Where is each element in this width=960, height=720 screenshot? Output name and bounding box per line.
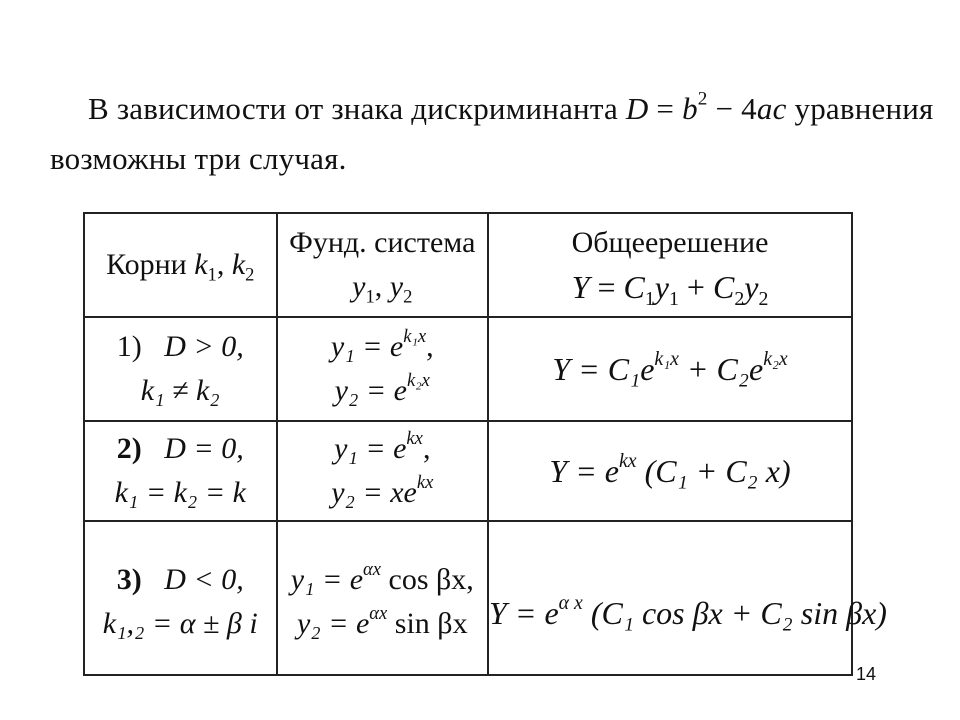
fund-y2 <box>278 369 488 413</box>
var-k: k <box>194 248 208 281</box>
y2-text: y₂ = xe <box>331 476 417 509</box>
case-number: 1) <box>116 330 142 363</box>
y1-text: y₁ = e <box>330 330 404 363</box>
header-roots-label: Корни <box>106 248 195 281</box>
y2-text: y₂ = e <box>334 374 407 407</box>
table-header-row <box>84 213 852 317</box>
sub: 2 <box>734 287 745 310</box>
fund-y1 <box>278 558 488 602</box>
y1-exp: k₁x <box>403 326 427 348</box>
case-number: 2) <box>116 432 142 465</box>
case-line <box>85 558 276 602</box>
header-fund-vars <box>278 265 488 309</box>
y1-text: y₁ = e <box>334 432 407 465</box>
general-formula <box>489 347 851 391</box>
y1-tail: cos βx, <box>381 563 474 596</box>
sol-part-a: Y = e <box>489 595 559 631</box>
general-formula <box>489 591 887 635</box>
case-general <box>488 421 852 521</box>
case-line <box>85 325 276 369</box>
case-condition <box>84 521 277 675</box>
header-general-label: Общеерешение <box>571 226 769 259</box>
sub: 2 <box>403 286 413 308</box>
fund-y1 <box>278 427 488 471</box>
y1-exp: kx <box>406 428 423 450</box>
var-D: D <box>625 91 649 126</box>
header-roots <box>84 213 277 317</box>
sol-part-a: Y = C₁e <box>552 351 655 387</box>
sub: 1 <box>644 287 655 310</box>
y2-text: y₂ = e <box>296 607 370 640</box>
sub: 1 <box>207 264 217 286</box>
sol-part-b: (C₁ + C₂ x) <box>636 453 791 489</box>
y1-exp: αx <box>363 559 382 581</box>
equals-sign: = <box>589 269 624 305</box>
sol-exp-a: α x <box>558 592 583 615</box>
fund-y2 <box>278 602 488 646</box>
case-roots: k₁ ≠ k₂ <box>140 374 220 407</box>
var-Y: Y <box>571 269 590 305</box>
general-formula <box>489 449 851 493</box>
intro-tail: уравнения <box>786 91 934 126</box>
sub: 2 <box>758 287 769 310</box>
var-C: C <box>623 269 645 305</box>
header-general-formula <box>489 265 851 309</box>
sol-part-b: (C₁ cos βx + C₂ sin βx) <box>582 595 887 631</box>
cell-wrap <box>278 550 488 646</box>
case-general <box>488 317 852 421</box>
intro-line-2: возможны три случая. <box>50 141 347 176</box>
var-y: y <box>654 269 669 305</box>
var-k: k <box>231 248 246 281</box>
case-condition <box>84 421 277 521</box>
case-fundamental <box>277 317 489 421</box>
sub: 1 <box>669 287 679 310</box>
intro-line-1 <box>50 84 934 134</box>
var-b: b <box>682 91 698 126</box>
case-cond: D = 0, <box>164 432 244 465</box>
y2-exp: kx <box>416 472 434 494</box>
comma: , <box>216 248 232 281</box>
var-y: y <box>389 270 404 303</box>
case-fundamental <box>277 421 489 521</box>
intro-text: В зависимости от знака дискриминанта <box>88 91 618 126</box>
sol-part-b: + C₂e <box>678 351 764 387</box>
cell-wrap <box>489 561 887 635</box>
page-number: 14 <box>855 664 876 684</box>
table-row <box>84 521 852 675</box>
y2-exp: k₂x <box>406 370 430 392</box>
y1-tail: , <box>426 330 434 363</box>
sol-exp-a: kx <box>618 450 637 473</box>
case-cond: D < 0, <box>164 563 244 596</box>
sol-exp-a: k₁x <box>654 348 679 371</box>
var-y: y <box>744 269 759 305</box>
cell-wrap <box>85 550 276 646</box>
y2-tail: sin βx <box>387 607 468 640</box>
comma: , <box>374 270 390 303</box>
intro-paragraph <box>50 84 934 184</box>
var-C: C <box>712 269 735 305</box>
header-fundamental <box>277 213 489 317</box>
minus-term: − 4 <box>707 91 757 126</box>
sub: 2 <box>245 264 255 286</box>
case-roots: k₁ = k₂ = k <box>114 476 246 509</box>
y1-text: y₁ = e <box>290 563 364 596</box>
sol-part-a: Y = e <box>549 453 619 489</box>
table-row <box>84 421 852 521</box>
fund-y1 <box>278 325 488 369</box>
case-condition <box>84 317 277 421</box>
case-line <box>85 427 276 471</box>
plus-sign: + <box>678 269 713 305</box>
sol-exp-b: k₂x <box>763 348 788 371</box>
header-general <box>488 213 852 317</box>
var-ac: ac <box>756 91 787 126</box>
equals-sign: = <box>648 91 683 126</box>
exponent: 2 <box>697 88 708 110</box>
case-cond: D > 0, <box>164 330 244 363</box>
y2-exp: αx <box>369 603 388 625</box>
var-y: y <box>352 270 366 303</box>
case-fundamental <box>277 521 489 675</box>
fund-y2 <box>278 471 488 515</box>
case-roots: k₁,₂ = α ± β i <box>102 607 258 640</box>
sub: 1 <box>365 286 375 308</box>
header-fund-label: Фунд. система <box>289 226 476 259</box>
table-row <box>84 317 852 421</box>
case-number: 3) <box>116 563 142 596</box>
y1-tail: , <box>422 432 431 465</box>
